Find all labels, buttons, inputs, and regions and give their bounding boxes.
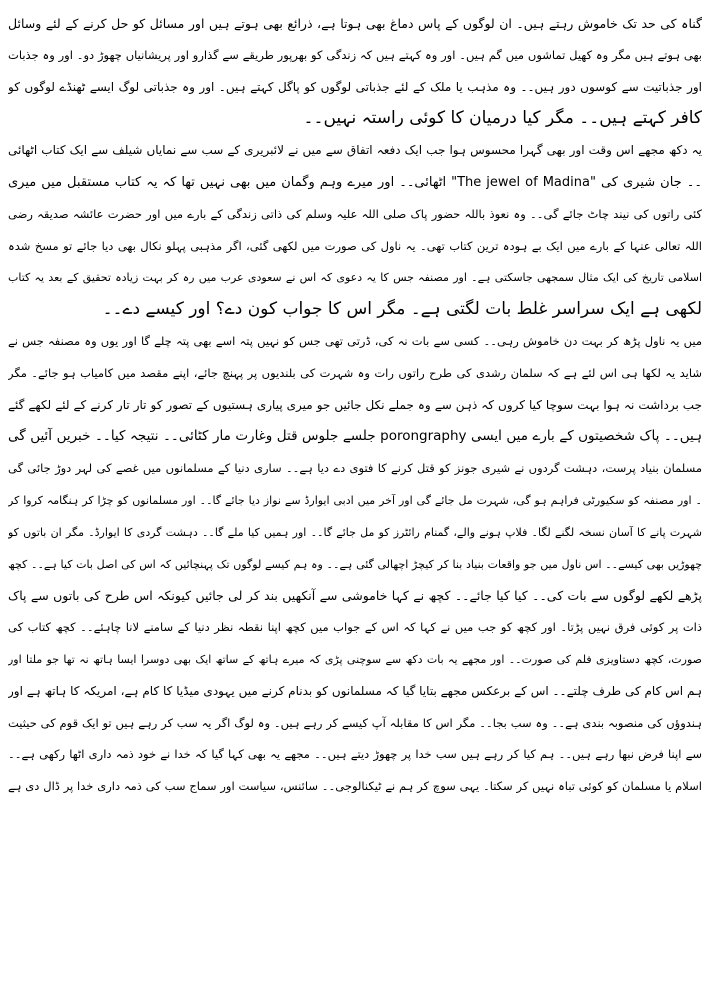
text-line: مسلمان بنیاد پرست، دہشت گردوں نے شیری جونز کو قتل کرنے کا فتوی دے دیا ہے۔۔ ساری دنیا کے مسلمانوں میں غصے کی لہر دوڑ جائی گی bbox=[8, 461, 702, 476]
text-line: اسلامی تاریخ کی ایک مثال سمجھی جاسکتی ہے۔ اور مصنفہ جس کا یہ دعوی کہ اس نے سعودی عرب میں رہ کر بہت زیادہ تحقیق کے بعد یہ کتاب bbox=[8, 271, 702, 285]
paragraph-end-line: لکھی ہے ایک سراسر غلط بات لگتی ہے۔ مگر اس کا جواب کون دے؟ اور کیسے دے۔۔ bbox=[102, 299, 702, 320]
text-line: اور جذباتیت سے کوسوں دور ہیں۔۔ وہ مذہب یا ملک کے لئے جذباتی لوگوں کو پاگل کہتے ہیں۔ اور وہ جذباتی لوگ ایسے ٹھنڈے لوگوں کو bbox=[8, 79, 702, 94]
text-line: کئی راتوں کی نیند چاٹ جائے گی۔۔ وہ نعوذ باللہ حضور پاک صلی اللہ علیہ وسلم کی ذاتی زندگی کے بارے میں اور حضرت عائشہ صدیقہ رضی bbox=[8, 206, 702, 221]
text-line: ۔۔ جان شیری کی "The jewel of Madina" اٹھائی۔۔ اور میرے وہم وگمان میں بھی نہیں تھا کہ یہ کتاب مستقبل میں میری bbox=[8, 174, 702, 190]
text-line: اسلام یا مسلمان کو کوئی تباہ نہیں کر سکتا۔ یہی سوچ کر ہم نے ٹیکنالوجی۔۔ سائنس، سیاست اور سماج سب کی ذمہ داری خدا پر ڈال دی ہے bbox=[8, 779, 702, 794]
text-line: چھوڑیں بھی کیسے۔۔ اس ناول میں جو واقعات بنیاد بنا کر کیچڑ اچھالی گئی ہے۔۔ وہ ہم کیسے لوگوں تک پہنچائیں کہ اس کی اصل بات کیا ہے۔۔ کچھ bbox=[8, 557, 702, 571]
text-line: ہیں۔۔ پاک شخصیتوں کے بارے میں ایسی porongraphy جلسے جلوس قتل وغارت مار کٹائی۔۔ نتیجہ کیا۔۔ خبریں آئیں گی bbox=[8, 428, 702, 445]
text-line: ذات پر کوئی فرق نہیں پڑتا۔ اور کچھ کو جب میں نے کہا کہ اس کے جواب میں کچھ اپنا نقطہ نظر دنیا کے سامنے لانا چاہئے۔۔ کچھ کتاب کی bbox=[8, 620, 702, 635]
text-line: اللہ تعالی عنہا کے بارے میں ایک بے ہودہ ترین کتاب تھی۔ یہ ناول کی صورت میں لکھی گئی، اگر مذہبی پہلو نکال بھی دیا جائے تو مسخ شدہ bbox=[8, 238, 702, 253]
text-line: یہ دکھ مجھے اس وقت اور بھی گہرا محسوس ہوا جب ایک دفعہ اتفاق سے میں نے لائبریری کے سب سے نمایاں شیلف سے ایک کتاب اٹھائی bbox=[8, 143, 702, 158]
text-line: پڑھے لکھے لوگوں سے بات کی۔۔ کیا کیا جائے۔۔ کچھ نے کہا خاموشی سے آنکھیں بند کر لی جائیں کیونکہ اس طرح کی باتوں سے پاک bbox=[8, 588, 702, 604]
text-line: ہم اس کام کی طرف چلتے۔۔ اس کے برعکس مجھے بتایا گیا کہ مسلمانوں کو بدنام کرنے میں یہودی میڈیا کا کام ہے، امریکہ کا ہاتھ ہے اور bbox=[8, 683, 702, 698]
text-line: گناہ کی حد تک خاموش رہتے ہیں۔ ان لوگوں کے پاس دماغ بھی ہوتا ہے، ذرائع بھی ہوتے ہیں اور مسائل کو حل کرنے کے لئے وسائل bbox=[8, 16, 702, 31]
text-line: جب برداشت نہ ہوا بہت سوچا کیا کروں کہ ذہن سے وہ جملے نکل جائیں جو میری پیاری ہستیوں کے تصور کو تار تار کرنے کے لئے لکھے گئے bbox=[8, 397, 702, 412]
text-line: بھی ہوتے ہیں مگر وہ کھیل تماشوں میں گم ہیں۔ اور وہ کہتے ہیں کہ زندگی کو بھرپور طریقے سے گذارو اور پریشانیاں چھوڑ دو۔ اور وہ جذبات bbox=[8, 47, 702, 62]
paragraph-end-line: کافر کہتے ہیں۔۔ مگر کیا درمیان کا کوئی راستہ نہیں۔۔ bbox=[303, 108, 702, 129]
text-line: ہندوؤں کی منصوبہ بندی ہے۔۔ وہ سب بجا۔۔ مگر اس کا مقابلہ آپ کیسے کر رہے ہیں۔ وہ لوگ اگر یہ سب کر رہے ہیں تو ایک قوم کی حیثیت bbox=[8, 715, 702, 730]
text-line: ۔ اور مصنفہ کو سکیورٹی فراہم ہو گی، شہرت مل جائے گی اور آخر میں ادبی ایوارڈ سے نواز دیا جائے گا۔۔ اور مسلمانوں کو چڑا کر ہنگامہ کروا کر bbox=[8, 493, 702, 507]
text-line: شہرت پانے کا آسان نسخہ لگنے لگا۔ فلاپ ہونے والے، گمنام رائٹرز کو مل جائے گا۔۔ اور ہمیں کیا ملے گا۔۔ دہشت گردی کا ایوارڈ۔ مگر ان باتوں کو bbox=[8, 525, 702, 539]
text-line: سے اپنا فرض نبھا رہے ہیں۔۔ ہم کیا کر رہے ہیں سب خدا پر چھوڑ دیتے ہیں۔۔ مجھے یہ بھی کہا گیا کہ خدا نے خود ذمہ داری اٹھا رکھی ہے۔۔ bbox=[8, 747, 702, 762]
text-line: میں یہ ناول پڑھ کر بہت دن خاموش رہی۔۔ کسی سے بات نہ کی، ڈرتی تھی جس کو نہیں پتہ اسے بھی پتہ چلے گا اور یوں وہ مصنفہ جس نے bbox=[8, 333, 702, 348]
text-line: شاید یہ لکھا ہی اس لئے ہے کہ سلمان رشدی کی طرح راتوں رات وہ شہرت کی بلندیوں پر پہنچ جائے، اپنے مقصد میں کامیاب ہو جائے۔ مگر bbox=[8, 365, 702, 380]
text-line: صورت، کچھ دستاویزی فلم کی صورت۔۔ اور مجھے یہ بات دکھ سے سوچنی پڑی کہ میرے ہاتھ کے ساتھ ایک بھی دوسرا ایسا ہاتھ نہ تھا جو ملتا اور bbox=[8, 652, 702, 666]
